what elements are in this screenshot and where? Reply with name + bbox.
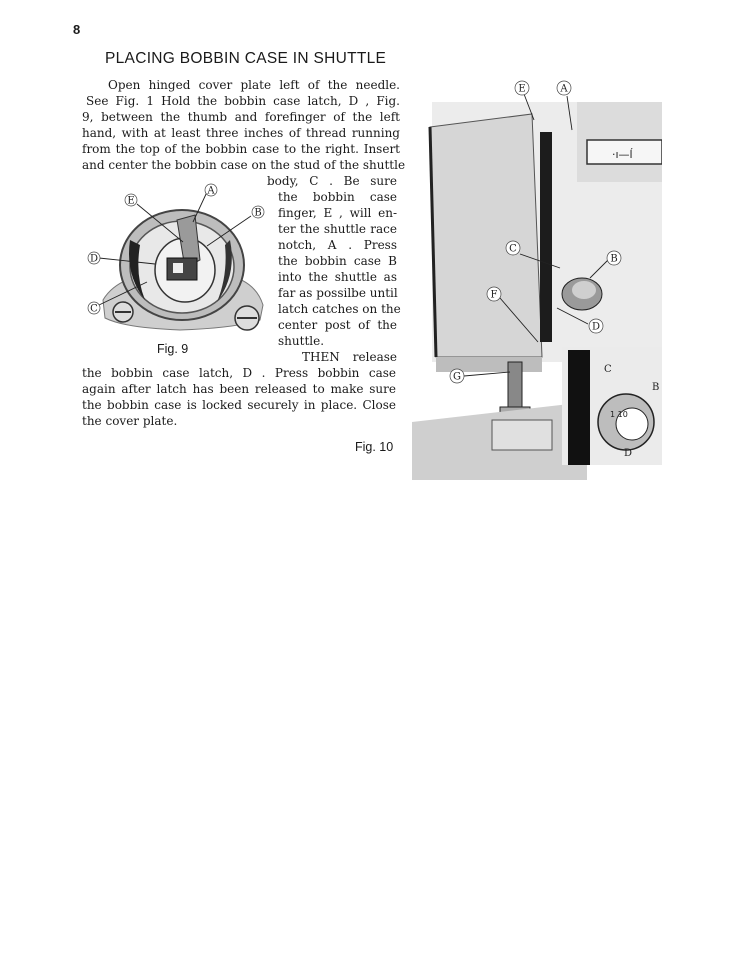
text-line: See Fig. 1 Hold the bobbin case latch, D , Fig. (86, 94, 400, 108)
svg-text:B: B (652, 382, 660, 393)
fig10-label-d (589, 319, 603, 333)
svg-text:1 10: 1 10 (610, 410, 628, 419)
sewing-machine-illustration (412, 72, 662, 480)
svg-text:·ı—ĺ: ·ı—ĺ (612, 148, 633, 161)
svg-text:D: D (591, 321, 601, 333)
text-line: the bobbin case (278, 190, 397, 204)
fig10-label-c-small (604, 364, 612, 375)
svg-text:C: C (509, 243, 517, 255)
svg-text:C: C (90, 303, 98, 315)
fig10-label-a (557, 81, 571, 95)
text-line: finger, E , will en- (278, 206, 397, 220)
fig9-caption: Fig. 9 (157, 342, 189, 356)
text-line: the bobbin case is locked securely in place. Close (82, 398, 396, 412)
text-line: body, C . Be sure (267, 174, 397, 188)
svg-text:C: C (604, 364, 612, 375)
svg-text:D: D (89, 253, 99, 265)
text-line: the bobbin case B (278, 254, 397, 268)
svg-text:B: B (254, 207, 262, 219)
text-line: THEN release (302, 350, 397, 364)
text-line: ter the shuttle race (278, 222, 397, 236)
fig10-label-e (515, 81, 529, 95)
text-line: the cover plate. (82, 414, 178, 428)
svg-text:G: G (453, 371, 461, 383)
text-line: notch, A . Press (278, 238, 397, 252)
text-line: into the shuttle as (278, 270, 397, 284)
text-line: far as possilbe until (278, 286, 398, 300)
svg-text:F: F (490, 289, 498, 301)
fig10-label-g (450, 369, 464, 383)
svg-text:D: D (624, 448, 633, 459)
fig10-label-b (607, 251, 621, 265)
text-line: center post of the (278, 318, 397, 332)
svg-text:A: A (207, 185, 215, 197)
text-line: latch catches on the (278, 302, 401, 316)
svg-text:E: E (518, 83, 526, 95)
text-line: hand, with at least three inches of thread running (82, 126, 400, 140)
fig10-label-c (506, 241, 520, 255)
fig9-label-c (88, 302, 100, 315)
bobbin-case-illustration (85, 180, 270, 340)
fig10-label-f (487, 287, 501, 301)
text-line: 9, between the thumb and forefinger of the left (82, 110, 400, 124)
text-line: shuttle. (278, 334, 325, 348)
text-line: Open hinged cover plate left of the needle. (108, 78, 400, 92)
text-line: from the top of the bobbin case to the right. Insert (82, 142, 400, 156)
svg-text:A: A (560, 83, 568, 95)
svg-text:E: E (127, 195, 135, 207)
fig10-label-d-small (624, 448, 632, 459)
fig9-label-b (252, 206, 264, 219)
fig9-label-d (88, 252, 100, 265)
fig9-label-a (205, 184, 217, 197)
text-line: and center the bobbin case on the stud of the shuttle (82, 158, 406, 172)
figure-10 (412, 72, 662, 480)
page-number: 8 (73, 22, 81, 37)
figure-9 (85, 180, 270, 340)
fig10-caption: Fig. 10 (355, 440, 394, 454)
fig10-label-b-small (652, 382, 659, 393)
page-title: PLACING BOBBIN CASE IN SHUTTLE (105, 50, 387, 67)
fig9-label-e (125, 194, 137, 207)
text-line: the bobbin case latch, D . Press bobbin case (82, 366, 396, 380)
svg-text:B: B (610, 253, 618, 265)
text-line: again after latch has been released to make sure (82, 382, 396, 396)
